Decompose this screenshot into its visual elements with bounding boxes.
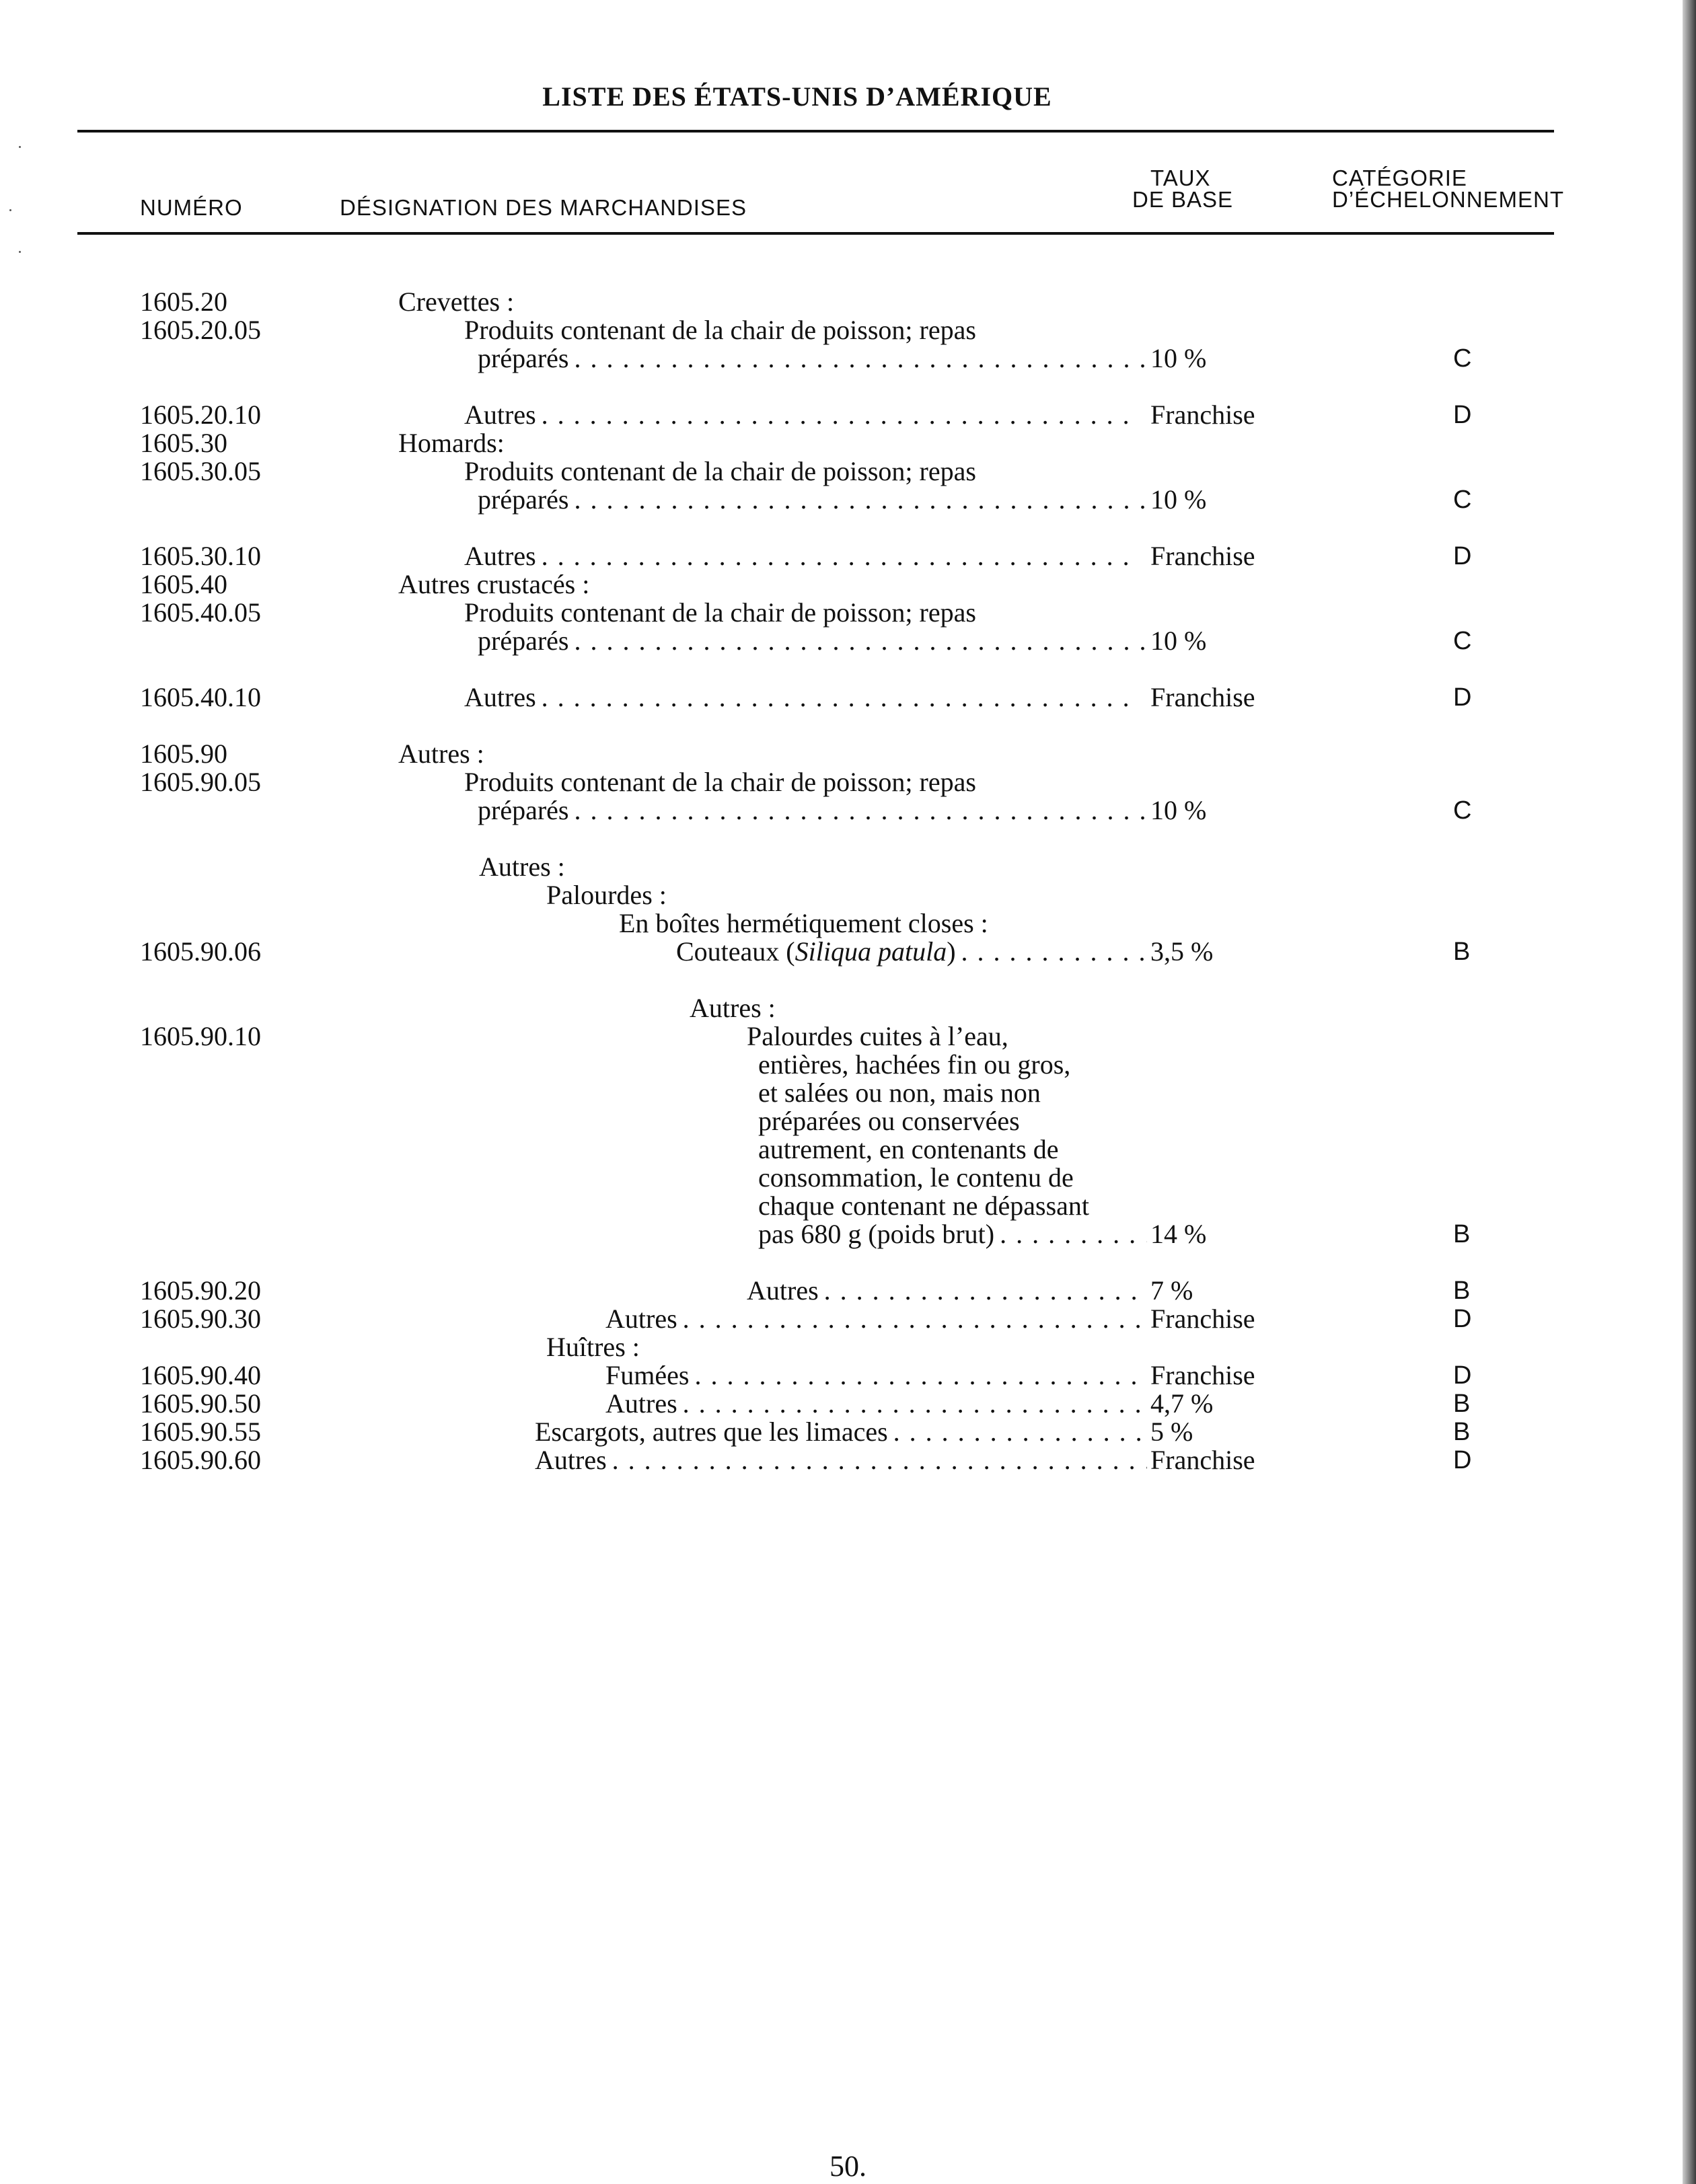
base-rate: 10 % [1150,626,1207,656]
designation-part: Autres crustacés : [398,569,590,599]
table-row [0,683,1696,712]
designation-text [535,1445,607,1475]
designation-part: Couteaux ( [676,936,795,967]
designation-part: Autres : [398,739,484,769]
table-row [0,796,1696,825]
staging-category: B [1453,1220,1471,1248]
staging-category: C [1453,344,1472,373]
staging-category: D [1453,1446,1472,1474]
tariff-code: 1605.90.40 [140,1360,261,1390]
table-row [0,287,1696,317]
tariff-code: 1605.90.50 [140,1388,261,1419]
designation-text [464,767,976,797]
table-row [0,1135,1696,1164]
staging-category: C [1453,486,1472,514]
table-row [0,852,1696,882]
table-row [0,1389,1696,1419]
designation-text [398,739,484,769]
base-rate: 10 % [1150,343,1207,373]
leader-dots [542,683,1140,712]
table-row [0,344,1696,373]
designation-text [478,485,568,515]
designation-part: Autres [535,1445,607,1475]
staging-category: D [1453,683,1472,712]
header-top-rule [77,130,1554,133]
table-row [0,1219,1696,1249]
table-row [0,1361,1696,1390]
staging-category: D [1453,401,1472,429]
designation-text [758,1219,994,1249]
base-rate: Franchise [1150,400,1255,430]
table-row [0,400,1696,430]
tariff-code: 1605.90.20 [140,1275,261,1306]
leader-dots [574,626,1147,656]
designation-text [478,626,568,656]
leader-dots [694,1361,1147,1390]
base-rate: 3,5 % [1150,936,1214,967]
col-header-categorie-2: D’ÉCHELONNEMENT [1332,187,1565,212]
designation-text [758,1191,1089,1221]
table-row [0,541,1696,571]
table-row [0,1050,1696,1080]
designation-part: Crevettes : [398,287,515,317]
designation-part: En boîtes hermétiquement closes : [619,908,988,938]
designation-text [758,1078,1041,1108]
table-row [0,1022,1696,1051]
designation-text [464,683,536,712]
designation-part: préparés [478,343,569,373]
base-rate: Franchise [1150,1445,1255,1475]
base-rate: Franchise [1150,1304,1255,1334]
scan-speck [19,146,21,148]
base-rate: 10 % [1150,795,1207,825]
leader-dots [683,1304,1147,1334]
designation-text [758,1106,1020,1136]
tariff-code: 1605.90 [140,739,227,769]
designation-part: Autres : [690,993,776,1023]
staging-category: B [1453,938,1471,966]
page-number: 50. [829,2150,867,2183]
tariff-code: 1605.90.55 [140,1417,261,1447]
designation-part: préparées ou conservées [758,1106,1020,1136]
tariff-code: 1605.20.05 [140,315,261,345]
designation-part: Autres [747,1275,819,1306]
designation-part: et salées ou non, mais non [758,1078,1041,1108]
designation-text [546,880,667,910]
designation-part: Autres [464,682,536,712]
designation-part: Homards: [398,428,505,458]
tariff-code: 1605.90.60 [140,1445,261,1475]
designation-text [747,1276,819,1306]
designation-text [479,852,565,882]
table-row [0,315,1696,345]
tariff-code: 1605.40.05 [140,597,261,628]
designation-part: Produits contenant de la chair de poisson; repas [464,767,976,797]
tariff-code: 1605.20 [140,287,227,317]
leader-dots [961,937,1147,967]
designation-text [464,541,536,571]
designation-part: Escargots, autres que les limaces [535,1417,888,1447]
table-row [0,880,1696,910]
table-row [0,1417,1696,1447]
designation-part: chaque contenant ne dépassant [758,1191,1090,1221]
staging-category: D [1453,1305,1472,1333]
scan-speck [9,209,11,211]
designation-text [535,1417,888,1447]
header-bottom-rule [77,232,1554,235]
designation-text [464,400,536,430]
base-rate: Franchise [1150,1360,1255,1390]
tariff-code: 1605.30 [140,428,227,458]
designation-part: ) [947,936,956,967]
staging-category: B [1453,1418,1471,1446]
leader-dots [574,485,1147,515]
table-row [0,1445,1696,1475]
table-row [0,1106,1696,1136]
scan-speck [19,251,21,253]
leader-dots [574,796,1147,825]
tariff-code: 1605.90.10 [140,1021,261,1051]
designation-text [605,1389,677,1419]
leader-dots [542,541,1140,571]
col-header-numero: NUMÉRO [140,195,243,220]
base-rate: 5 % [1150,1417,1193,1447]
col-header-designation: DÉSIGNATION DES MARCHANDISES [340,195,747,220]
table-row [0,570,1696,599]
designation-text [758,1163,1074,1193]
designation-part: Produits contenant de la chair de poisson; repas [464,597,976,628]
designation-part: Produits contenant de la chair de poisson; repas [464,456,976,486]
designation-italic: Siliqua patula [795,936,947,967]
table-row [0,1191,1696,1221]
designation-text [464,457,976,486]
staging-category: D [1453,1361,1472,1390]
table-row [0,1078,1696,1108]
tariff-code: 1605.40.10 [140,682,261,712]
designation-text [464,598,976,628]
table-row [0,428,1696,458]
page-title: LISTE DES ÉTATS-UNIS D’AMÉRIQUE [542,81,1052,112]
base-rate: Franchise [1150,541,1255,571]
leader-dots [1000,1219,1147,1249]
staging-category: B [1453,1390,1471,1418]
designation-part: Autres [605,1388,677,1419]
designation-text [676,937,956,967]
designation-part: Autres [605,1304,677,1334]
table-row [0,626,1696,656]
leader-dots [824,1276,1147,1306]
designation-text [478,344,568,373]
designation-text [546,1332,640,1362]
table-row [0,1332,1696,1362]
designation-text [747,1022,1008,1051]
designation-part: autrement, en contenants de [758,1134,1059,1164]
designation-text [758,1135,1058,1164]
col-header-taux-2: DE BASE [1132,187,1234,212]
table-row [0,1163,1696,1193]
designation-part: Palourdes : [546,880,667,910]
table-row [0,767,1696,797]
designation-text [619,909,988,938]
designation-text [398,428,505,458]
designation-text [398,570,589,599]
table-row [0,993,1696,1023]
base-rate: 14 % [1150,1219,1207,1249]
designation-text [478,796,568,825]
designation-text [605,1304,677,1334]
tariff-code: 1605.90.30 [140,1304,261,1334]
designation-part: Palourdes cuites à l’eau, [747,1021,1008,1051]
designation-part: préparés [478,795,569,825]
tariff-code: 1605.30.05 [140,456,261,486]
col-header-categorie-1: CATÉGORIE [1332,165,1467,190]
staging-category: D [1453,542,1472,570]
designation-part: consommation, le contenu de [758,1162,1074,1193]
table-row [0,485,1696,515]
staging-category: B [1453,1277,1471,1305]
table-row [0,937,1696,967]
designation-text [690,993,776,1023]
base-rate: 7 % [1150,1275,1193,1306]
tariff-code: 1605.90.05 [140,767,261,797]
leader-dots [542,400,1140,430]
designation-part: Huîtres : [546,1332,640,1362]
designation-part: entières, hachées fin ou gros, [758,1049,1071,1080]
designation-text [605,1361,689,1390]
table-row [0,909,1696,938]
base-rate: 4,7 % [1150,1388,1214,1419]
designation-part: préparés [478,484,569,515]
tariff-code: 1605.90.06 [140,936,261,967]
staging-category: C [1453,796,1472,825]
designation-part: Produits contenant de la chair de poisson; repas [464,315,976,345]
designation-part: Autres [464,400,536,430]
designation-part: Fumées [605,1360,690,1390]
designation-text [464,315,976,345]
leader-dots [893,1417,1147,1447]
leader-dots [574,344,1147,373]
base-rate: Franchise [1150,682,1255,712]
base-rate: 10 % [1150,484,1207,515]
tariff-code: 1605.20.10 [140,400,261,430]
table-row [0,1304,1696,1334]
designation-part: Autres : [479,852,565,882]
designation-text [758,1050,1070,1080]
designation-part: Autres [464,541,536,571]
designation-part: pas 680 g (poids brut) [758,1219,995,1249]
leader-dots [612,1445,1147,1475]
leader-dots [683,1389,1147,1419]
tariff-code: 1605.30.10 [140,541,261,571]
table-row [0,457,1696,486]
tariff-code: 1605.40 [140,569,227,599]
staging-category: C [1453,627,1472,655]
table-row [0,1276,1696,1306]
designation-part: préparés [478,626,569,656]
table-row [0,739,1696,769]
table-row [0,598,1696,628]
designation-text [398,287,514,317]
col-header-taux-1: TAUX [1150,165,1211,190]
